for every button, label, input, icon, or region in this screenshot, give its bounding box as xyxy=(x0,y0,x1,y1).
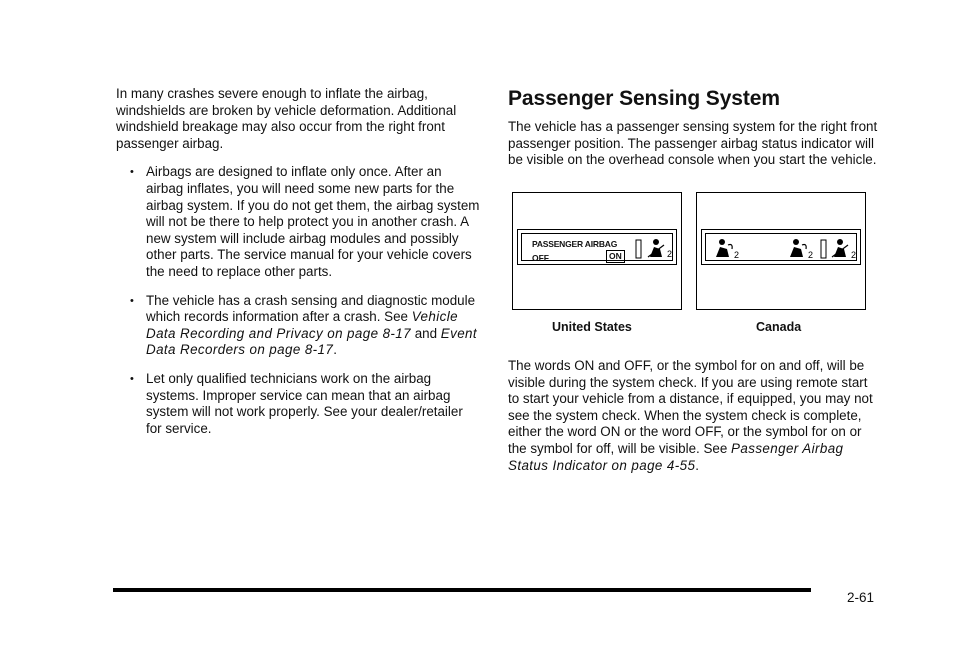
bullet-text-3: Let only qualified technicians work on the airbag systems. Improper service can mean that an airbag system will not work properly. See your dealer/retailer for service. xyxy=(146,370,463,436)
airbag-status-symbols-icon xyxy=(708,237,863,263)
display-bezel xyxy=(521,233,673,261)
bullet-icon: • xyxy=(130,166,134,179)
display-bezel xyxy=(705,233,857,261)
right-column xyxy=(508,86,880,169)
intro-paragraph: In many crashes severe enough to inflate the airbag, windshields are broken by vehicle deformation. Additional windshield breakage may also occur from the right front passenger airbag. xyxy=(116,86,457,151)
punctuation: . xyxy=(695,457,700,473)
off-label: OFF xyxy=(532,253,549,263)
conjunction: and xyxy=(414,325,438,341)
bullet-item-2 xyxy=(116,293,482,359)
left-column xyxy=(116,86,482,437)
svg-text:2: 2 xyxy=(851,250,857,260)
airbag-off-symbol-icon xyxy=(634,237,678,261)
page-number: 2-61 xyxy=(847,590,875,605)
cross-reference-link[interactable]: Event Data Recorders on page 8-17 xyxy=(146,325,478,358)
section-heading: Passenger Sensing System xyxy=(508,87,780,110)
bullet-text-1: Airbags are designed to inflate only once. After an airbag inflates, you will need some new parts for the airbag system. If you do not get them, the airbag system will not be there to help protect you in another crash. A new system will include airbag modules and possibly other parts. The service manual for your vehicle covers the need to replace other parts. xyxy=(146,164,480,279)
bullet-icon: • xyxy=(130,294,134,307)
airbag-indicator-figures xyxy=(512,192,872,342)
passenger-airbag-label: PASSENGER AIRBAG xyxy=(532,239,618,249)
bullet-icon: • xyxy=(130,372,134,385)
us-indicator-display xyxy=(517,229,677,265)
cross-reference-link[interactable]: Vehicle Data Recording and Privacy on page 8-17 xyxy=(146,309,458,341)
svg-text:2: 2 xyxy=(808,250,814,260)
paragraph-text: The words ON and OFF, or the symbol for on and off, will be visible during the system check. If you are using remote start to start your vehicle from a distance, if equipped, you may not see the system check. When the system check is complete, either the word ON or the word OFF, or the symbol for on or the symbol for off, will be visible. See xyxy=(508,358,873,456)
subscript-2: 2 xyxy=(667,249,673,259)
bullet-item-3 xyxy=(116,371,482,437)
caption-canada: Canada xyxy=(756,320,802,334)
airbag-on-symbol-icon xyxy=(790,239,813,260)
caption-united-states: United States xyxy=(552,320,632,334)
bullet-item-1 xyxy=(116,164,482,280)
canada-indicator-display xyxy=(701,229,861,265)
punctuation: . xyxy=(333,342,337,358)
svg-text:2: 2 xyxy=(734,250,740,260)
on-label: ON xyxy=(606,250,625,263)
system-check-paragraph xyxy=(508,358,880,474)
airbag-off-symbol-icon xyxy=(832,239,856,260)
us-indicator-panel xyxy=(512,192,682,310)
indicator-lamp-icon xyxy=(821,240,826,258)
airbag-on-symbol-icon xyxy=(716,239,739,260)
canada-indicator-panel xyxy=(696,192,866,310)
bullet-text-2: The vehicle has a crash sensing and diagnostic module which records information after a crash. See xyxy=(146,292,476,325)
cross-reference-link[interactable]: Passenger Airbag Status Indicator on page 4-55 xyxy=(508,440,844,473)
footer-rule xyxy=(113,588,811,592)
intro-paragraph-right: The vehicle has a passenger sensing system for the right front passenger position. The passenger airbag status indicator will be visible on the overhead console when you start the vehicle. xyxy=(508,119,878,168)
